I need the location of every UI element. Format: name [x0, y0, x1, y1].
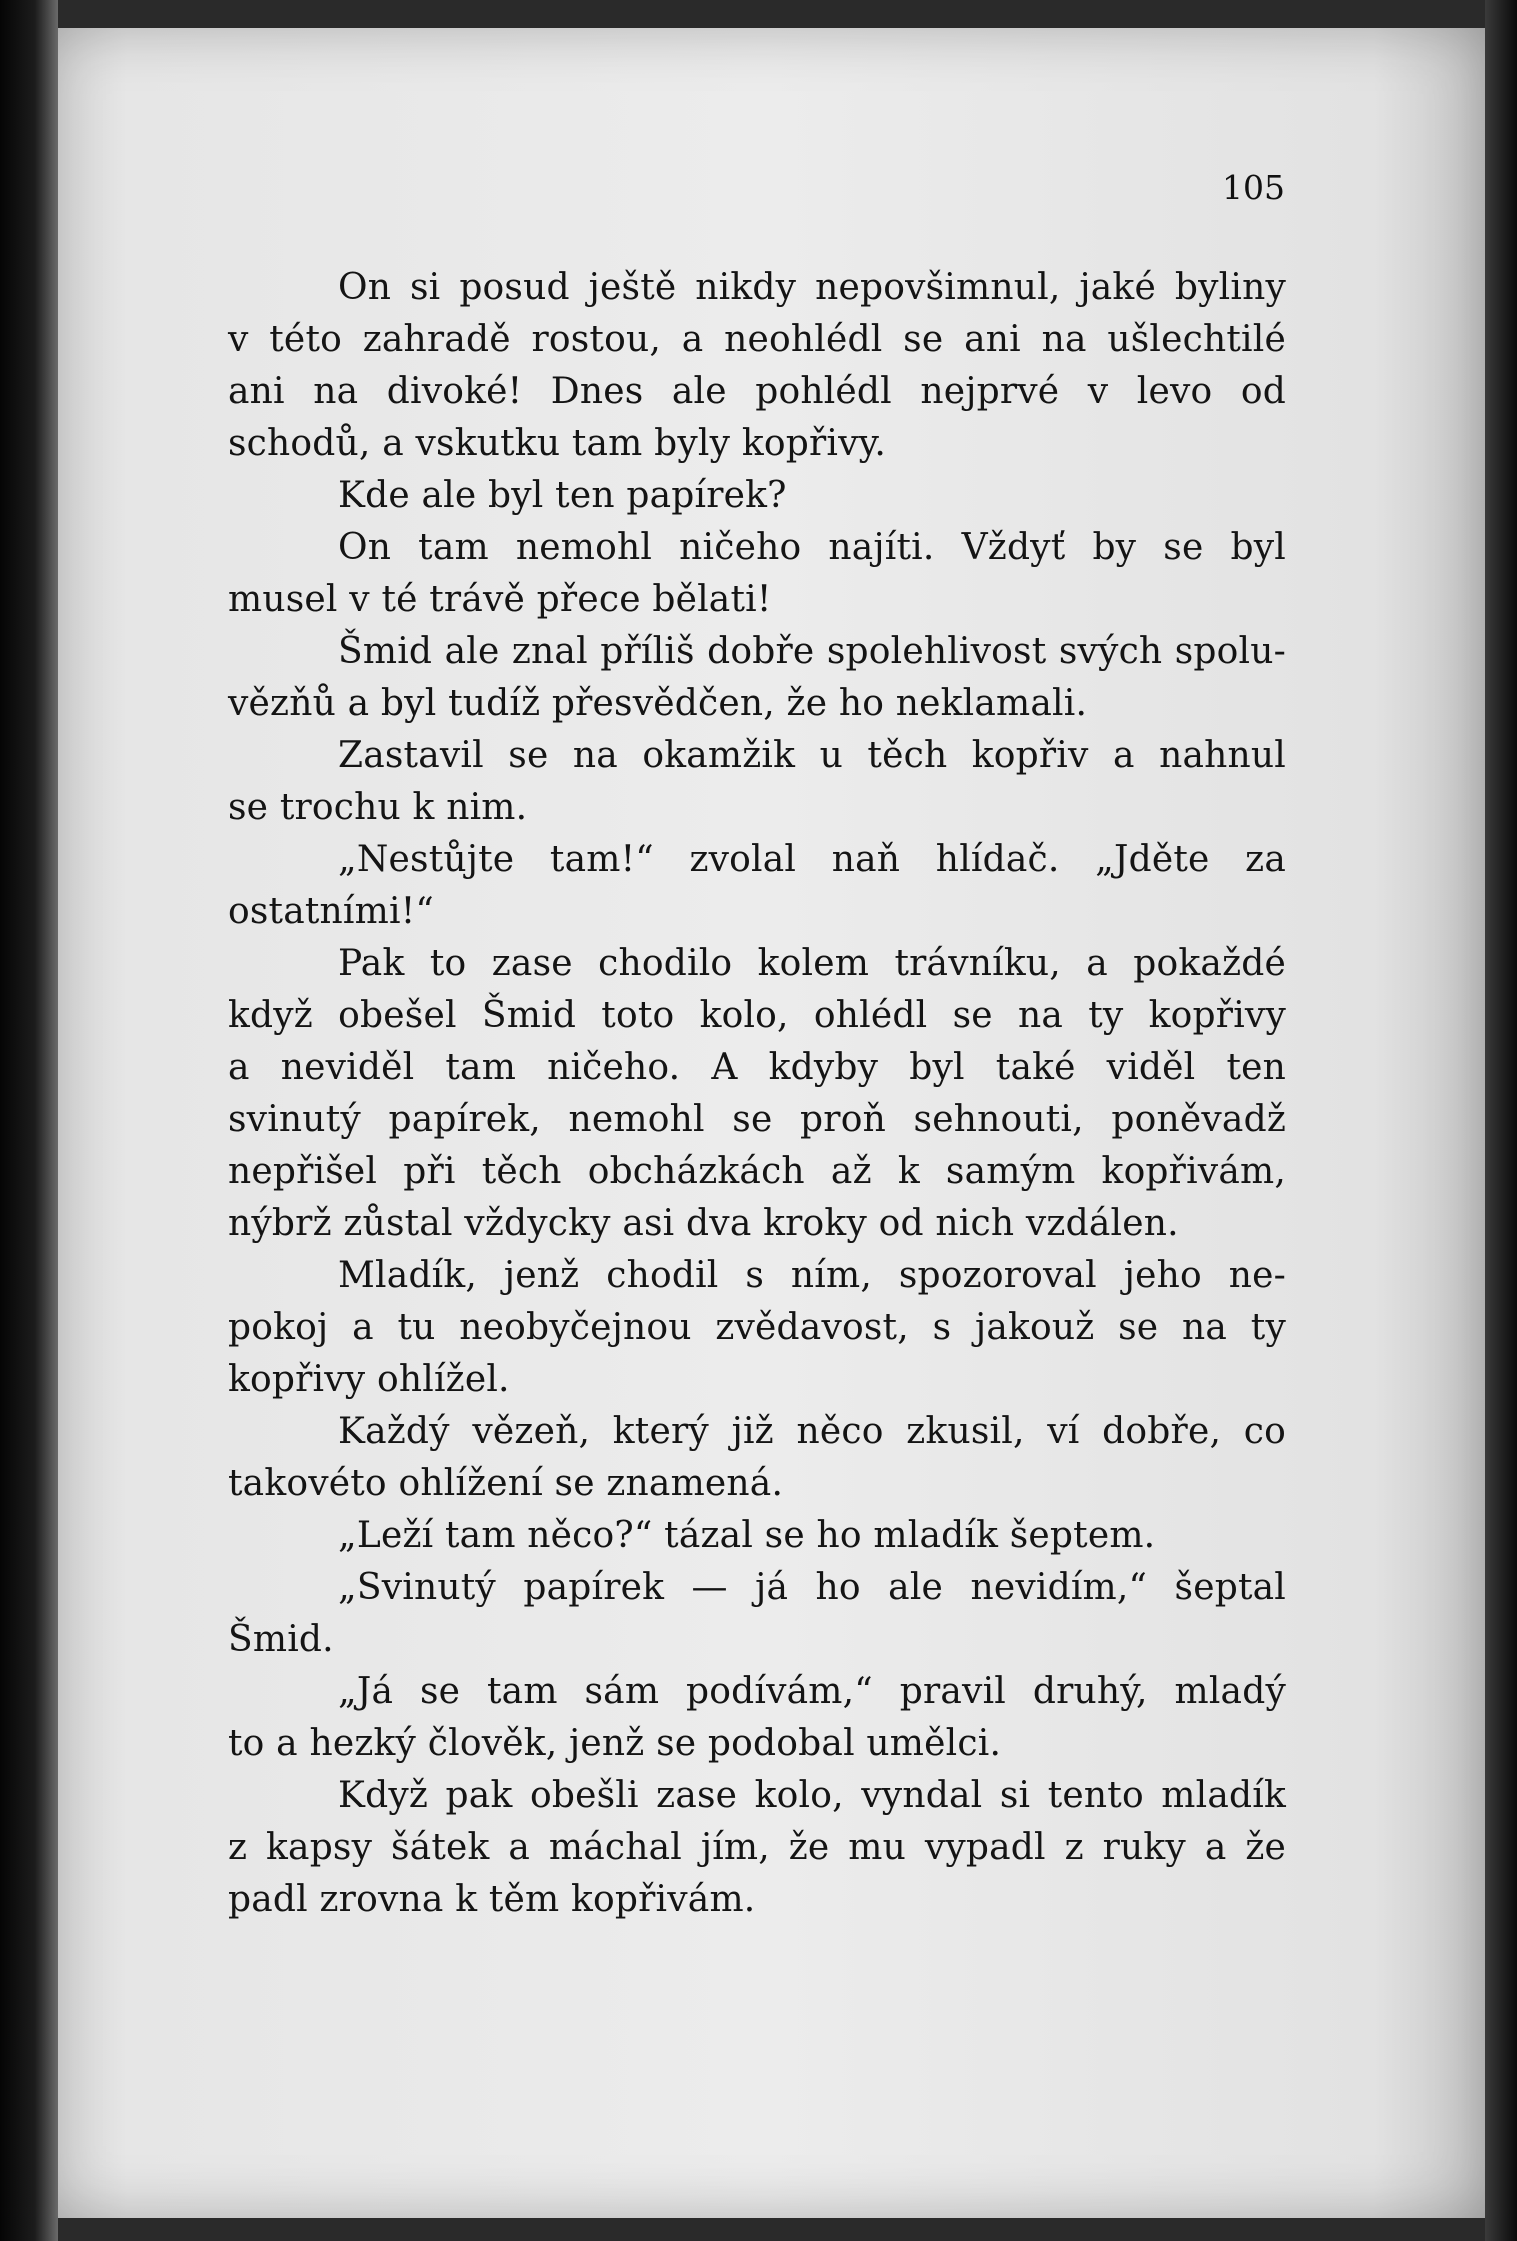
text-line: v této zahradě rostou, a neohlédl se ani na ušlechtilé: [228, 319, 1286, 360]
book-binding-edge: [0, 0, 58, 2241]
text-line: „Já se tam sám podívám,“ pravil druhý, mladý: [338, 1671, 1286, 1712]
text-line: pokoj a tu neobyčejnou zvědavost, s jakouž se na ty: [228, 1307, 1286, 1348]
text-line: Pak to zase chodilo kolem trávníku, a pokaždé: [338, 943, 1286, 984]
page-number: 105: [1222, 168, 1285, 207]
scan-right-edge: [1485, 0, 1517, 2241]
text-line: ani na divoké! Dnes ale pohlédl nejprvé v levo od: [228, 371, 1286, 412]
text-line: a neviděl tam ničeho. A kdyby byl také viděl ten: [228, 1047, 1286, 1088]
text-line: musel v té trávě přece bělati!: [228, 579, 772, 620]
text-line: takovéto ohlížení se znamená.: [228, 1463, 784, 1504]
text-line: z kapsy šátek a máchal jím, že mu vypadl z ruky a že: [228, 1827, 1286, 1868]
text-line: vězňů a byl tudíž přesvědčen, že ho neklamali.: [228, 683, 1088, 724]
text-line: nepřišel při těch obcházkách až k samým kopřivám,: [228, 1151, 1286, 1192]
text-line: „Svinutý papírek — já ho ale nevidím,“ šeptal: [338, 1567, 1286, 1608]
text-line: „Nestůjte tam!“ zvolal naň hlídač. „Jděte za: [338, 839, 1286, 880]
text-line: nýbrž zůstal vždycky asi dva kroky od nich vzdálen.: [228, 1203, 1179, 1244]
text-line: Zastavil se na okamžik u těch kopřiv a nahnul: [338, 735, 1286, 776]
text-line: padl zrovna k těm kopřivám.: [228, 1879, 756, 1920]
text-line: se trochu k nim.: [228, 787, 528, 828]
text-line: to a hezký člověk, jenž se podobal umělci.: [228, 1723, 1002, 1764]
text-line: Šmid ale znal příliš dobře spolehlivost svých spolu-: [338, 631, 1286, 672]
text-line: Kde ale byl ten papírek?: [338, 475, 787, 516]
text-line: On si posud ještě nikdy nepovšimnul, jaké byliny: [338, 267, 1286, 308]
text-line: když obešel Šmid toto kolo, ohlédl se na ty kopřivy: [228, 995, 1286, 1036]
text-line: svinutý papírek, nemohl se proň sehnouti, poněvadž: [228, 1099, 1286, 1140]
text-line: schodů, a vskutku tam byly kopřivy.: [228, 423, 887, 464]
text-line: Když pak obešli zase kolo, vyndal si tento mladík: [338, 1775, 1286, 1816]
text-line: kopřivy ohlížel.: [228, 1359, 510, 1400]
text-line: ostatními!“: [228, 891, 434, 932]
text-line: „Leží tam něco?“ tázal se ho mladík šeptem.: [338, 1515, 1156, 1556]
text-line: Šmid.: [228, 1619, 334, 1660]
body-text: [228, 262, 1286, 1926]
text-line: Každý vězeň, který již něco zkusil, ví dobře, co: [338, 1411, 1286, 1452]
text-line: Mladík, jenž chodil s ním, spozoroval jeho ne-: [338, 1255, 1286, 1296]
text-line: On tam nemohl ničeho najíti. Vždyť by se byl: [338, 527, 1286, 568]
